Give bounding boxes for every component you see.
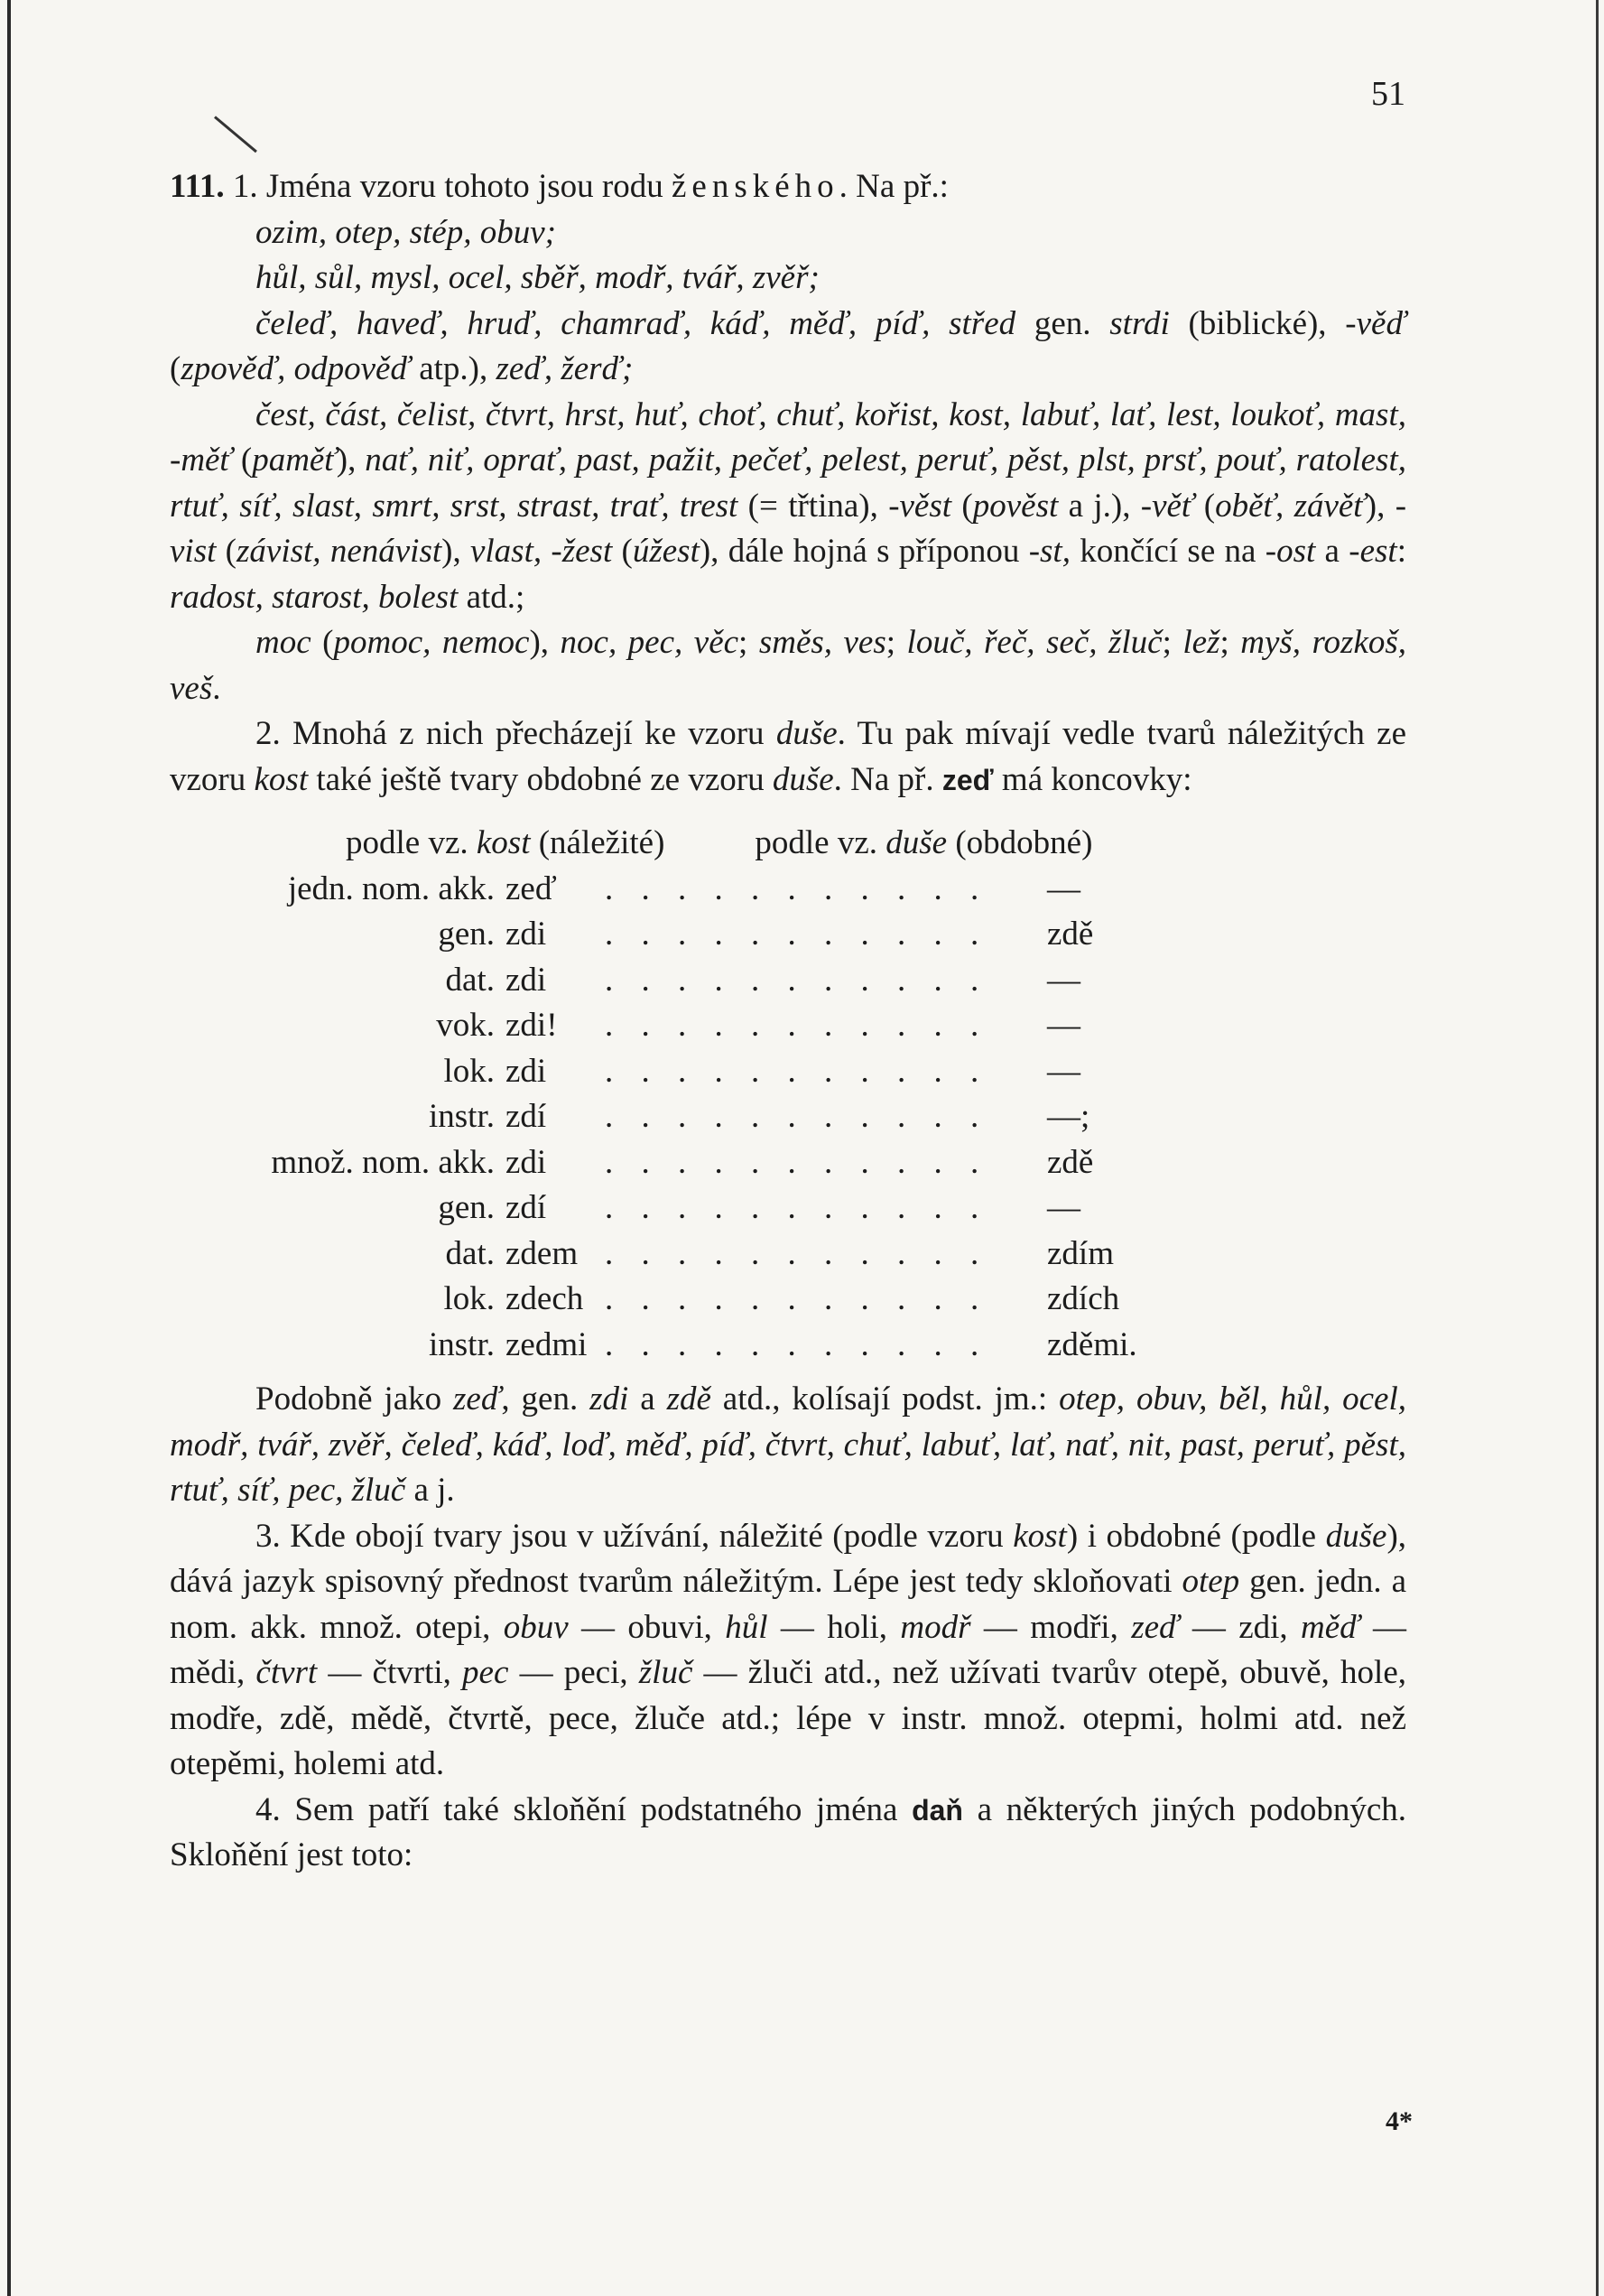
table-row (170, 1003, 1406, 1049)
table-row (170, 1232, 1406, 1278)
form-kost: zedmi (505, 1325, 588, 1363)
case-label: dat. (445, 1234, 495, 1272)
leader-dots: . . . . . . . . . . . (605, 1143, 989, 1181)
form-kost: zeď (505, 869, 557, 907)
word-list-5: moc (pomoc, nemoc), noc, pec, věc; směs, ves; louč, řeč, seč, žluč; lež; myš, rozkoš, veš. (170, 624, 1407, 707)
form-kost: zdi (505, 916, 547, 953)
case-label: vok. (436, 1007, 495, 1044)
word-list-3: čeleď, haveď, hruď, chamraď, káď, měď, píď, střed gen. strdi (biblické), -věď (zpověď, odpověď atp.), zeď, žerď; (170, 304, 1406, 387)
form-kost: zdi! (505, 1007, 558, 1044)
paragraph-3: Podobně jako zeď, gen. zdi a zdě atd., kolísají podst. jm.: otep, obuv, běl, hůl, ocel, modř, tvář, zvěř, čeleď, káď, loď, měď, píď, čtvrt, chuť, labuť, lať, nať, nit, past, peruť, pěst, rtuť, síť, pec, žluč a j. (170, 1380, 1406, 1509)
section-number: 111. (170, 168, 225, 205)
case-label: gen. (438, 916, 495, 953)
form-duse: — (1047, 1007, 1080, 1044)
table-row (170, 958, 1406, 1004)
table-row (170, 1185, 1406, 1232)
form-duse: — (1047, 1052, 1080, 1090)
case-label: dat. (445, 961, 495, 999)
table-row (170, 1277, 1406, 1323)
leader-dots: . . . . . . . . . . . (605, 1280, 989, 1317)
form-kost: zdech (505, 1280, 584, 1317)
word-list-2: hůl, sůl, mysl, ocel, sběř, modř, tvář, zvěř; (255, 259, 820, 296)
table-header: podle vz. kost (náležité) podle vz. duše (obdobné) (346, 824, 1093, 861)
page-body (170, 164, 1406, 1879)
section-111-intro: 111. 1. Jména vzoru tohoto jsou rodu ženského. Na př.: (170, 168, 949, 205)
table-row (170, 912, 1406, 958)
paragraph-5: 4. Sem patří také skloňění podstatného jména daň a některých jiných podobných. Skloňění jest toto: (170, 1790, 1406, 1873)
form-kost: zdi (505, 961, 547, 999)
leader-dots: . . . . . . . . . . . (605, 1007, 989, 1044)
leader-dots: . . . . . . . . . . . (605, 1234, 989, 1272)
leader-dots: . . . . . . . . . . . (605, 961, 989, 999)
signature-mark: 4* (1386, 2106, 1413, 2136)
form-kost: zdi (505, 1052, 547, 1090)
form-duse: — (1047, 1189, 1080, 1226)
declension-table-zed (170, 821, 1406, 1368)
form-duse: zdích (1047, 1280, 1120, 1317)
word-list-4: čest, část, čelist, čtvrt, hrst, huť, choť, chuť, kořist, kost, labuť, lať, lest, loukoť, mast, -měť (paměť), nať, niť, oprať, past, pažit, pečeť, pelest, peruť, pěst, plst, prsť, pouť, ratolest, rtuť, síť, slast, smrt, srst, strast, trať, trest (= třtina), -věst (pověst a j.), -věť (oběť, závěť), -vist (závist, nenávist), vlast, -žest (úžest), dále hojná s příponou -st, končící se na -ost a -est: radost, starost, bolest atd.; (170, 395, 1407, 616)
leader-dots: . . . . . . . . . . . (605, 1189, 989, 1226)
case-label: lok. (443, 1052, 495, 1090)
table-row (170, 1049, 1406, 1095)
table-row (170, 1140, 1406, 1186)
table-row (170, 1094, 1406, 1140)
form-kost: zdi (505, 1143, 547, 1181)
leader-dots: . . . . . . . . . . . (605, 916, 989, 953)
form-duse: zdě (1047, 1143, 1094, 1181)
form-duse: zdě (1047, 916, 1094, 953)
case-label: množ. nom. akk. (271, 1143, 495, 1181)
leader-dots: . . . . . . . . . . . (605, 869, 989, 907)
leader-dots: . . . . . . . . . . . (605, 1052, 989, 1090)
case-label: instr. (429, 1098, 495, 1135)
case-label: jedn. nom. akk. (287, 869, 495, 907)
paragraph-4: 3. Kde obojí tvary jsou v užívání, náležité (podle vzoru kost) i obdobné (podle duše), dává jazyk spisovný přednost tvarům náležitým. Lépe jest tedy skloňovati otep gen. jedn. a nom. akk. množ. otepi, obuv — obuvi, hůl — holi, modř — modři, zeď — zdi, měď — mědi, čtvrt — čtvrti, pec — peci, žluč — žluči atd., než užívati tvarův otepě, obuvě, hole, modře, zdě, mědě, čtvrtě, pece, žluče atd.; lépe v instr. množ. otepmi, holmi atd. než otepěmi, holemi atd. (170, 1517, 1407, 1782)
form-duse: — (1047, 961, 1080, 999)
form-duse: zdím (1047, 1234, 1114, 1272)
table-rows (170, 867, 1406, 1369)
case-label: instr. (429, 1325, 495, 1363)
leader-dots: . . . . . . . . . . . (605, 1325, 989, 1363)
pencil-mark (214, 116, 257, 153)
paragraph-2: 2. Mnohá z nich přecházejí ke vzoru duše. Tu pak mívají vedle tvarů náležitých ze vzoru kost také ještě tvary obdobné ze vzoru duše. Na př. zeď má koncovky: (170, 715, 1406, 798)
page-number: 51 (1371, 75, 1405, 113)
form-duse: — (1047, 869, 1080, 907)
form-kost: zdem (505, 1234, 579, 1272)
word-list-1: ozim, otep, stép, obuv; (255, 213, 556, 251)
case-label: lok. (443, 1280, 495, 1317)
leader-dots: . . . . . . . . . . . (605, 1098, 989, 1135)
form-duse: zděmi. (1047, 1325, 1137, 1363)
form-duse: —; (1047, 1098, 1090, 1135)
form-kost: zdí (505, 1098, 547, 1135)
table-row (170, 867, 1406, 913)
case-label: gen. (438, 1189, 495, 1226)
form-kost: zdí (505, 1189, 547, 1226)
page-edge-right (1596, 0, 1599, 2296)
page-edge-left (7, 0, 11, 2296)
table-row (170, 1323, 1406, 1369)
